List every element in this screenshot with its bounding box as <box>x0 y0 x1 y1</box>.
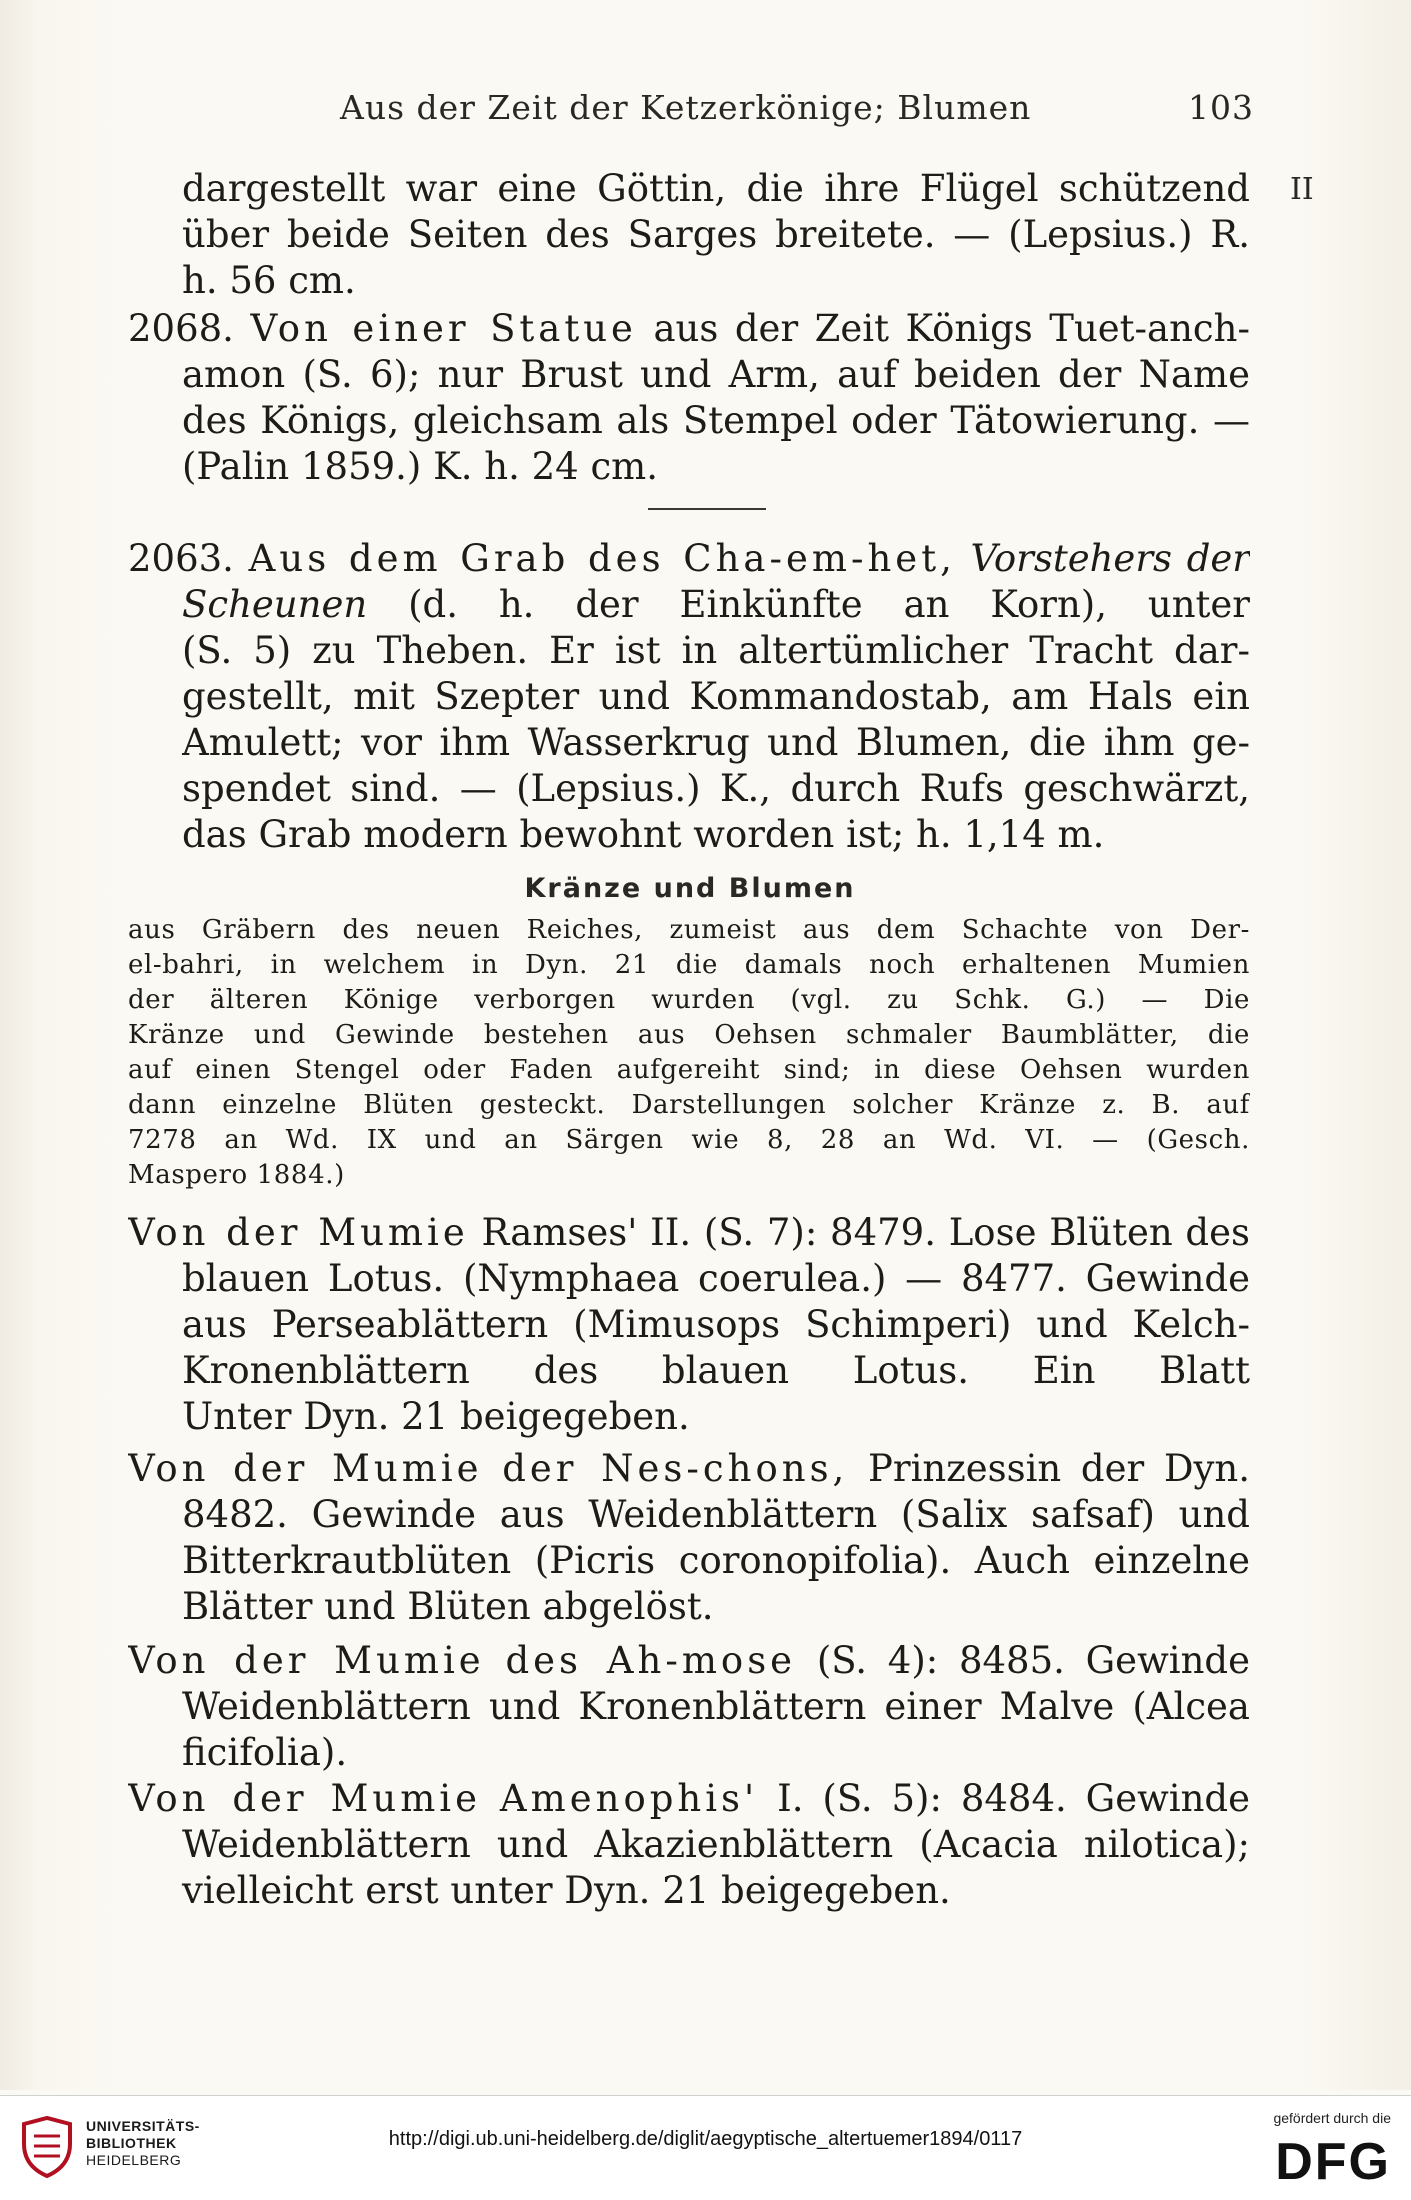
text-line <box>182 582 1250 628</box>
dfg-logo: DFG <box>1275 2133 1391 2191</box>
library-city: HEIDELBERG <box>86 2152 182 2168</box>
entry-lead: Von der Mumie <box>128 1211 469 1254</box>
permalink-url[interactable]: http://digi.ub.uni-heidelberg.de/diglit/aegyptische_altertuemer1894/0117 <box>388 2128 1023 2150</box>
text-line: Amulett; vor ihm Wasserkrug und Blumen, die ihm ge- <box>182 721 1250 764</box>
entry-first-line <box>128 1776 1250 1822</box>
entry-lead: Von der Mumie <box>128 1447 483 1490</box>
running-title: Aus der Zeit der Ketzerkönige; Blumen <box>340 88 1032 127</box>
entry-text: aus der Zeit Königs Tuet-anch- <box>636 307 1250 350</box>
page-number: 103 <box>1188 88 1254 127</box>
intro-line: der älteren Könige verborgen wurden (vgl. zu Schk. G.) — Die <box>128 985 1250 1015</box>
section-title: Kränze und Blumen <box>524 873 856 904</box>
intro-line: Kränze und Gewinde bestehen aus Oehsen schmaler Baumblätter, die <box>128 1020 1250 1050</box>
text-line: gestellt, mit Szepter und Kommandostab, am Hals ein <box>182 675 1250 718</box>
text-line: 8482. Gewinde aus Weidenblättern (Salix safsaf) und <box>182 1493 1250 1536</box>
intro-line: el-bahri, in welchem in Dyn. 21 die damals noch erhaltenen Mumien <box>128 950 1250 980</box>
text-line: dargestellt war eine Göttin, die ihre Flügel schützend <box>182 167 1250 210</box>
text-line: über beide Seiten des Sarges breitete. — (Lepsius.) R. <box>182 213 1250 256</box>
library-name-2: BIBLIOTHEK <box>86 2135 177 2151</box>
entry-first-line <box>128 536 1250 582</box>
entry-lead: Aus dem Grab des Cha-em-het, <box>248 537 956 580</box>
text-line: Weidenblättern und Akazienblättern (Acacia nilotica); <box>182 1823 1250 1866</box>
separator-rule <box>648 508 766 510</box>
entry-first-line <box>128 1210 1250 1256</box>
entry-lead: der Nes-chons, <box>502 1447 849 1490</box>
margin-room-number: II <box>1290 172 1314 207</box>
intro-line: aus Gräbern des neuen Reiches, zumeist aus dem Schachte von Der- <box>128 915 1250 945</box>
text-line: Kronenblättern des blauen Lotus. Ein Blatt <box>182 1349 1250 1392</box>
entry-text: I. (S. 5): 8484. Gewinde <box>777 1777 1250 1820</box>
entry-lead: Von der Mumie <box>128 1639 485 1682</box>
text-line: (Palin 1859.) K. h. 24 cm. <box>182 445 659 488</box>
entry-first-line <box>128 1638 1250 1684</box>
text-line: des Königs, gleichsam als Stempel oder Tätowierung. — <box>182 399 1250 442</box>
intro-line: 7278 an Wd. IX und an Särgen wie 8, 28 an Wd. VI. — (Gesch. <box>128 1125 1250 1155</box>
text-line: Unter Dyn. 21 beigegeben. <box>182 1395 690 1438</box>
funded-by-label: gefördert durch die <box>1273 2110 1391 2126</box>
text-line: Blätter und Blüten abgelöst. <box>182 1585 714 1628</box>
entry-text: Ramses' II. (S. 7): 8479. Lose Blüten des <box>468 1211 1250 1254</box>
text-line: ficifolia). <box>182 1731 348 1774</box>
text-line: blauen Lotus. (Nymphaea coerulea.) — 8477. Gewinde <box>182 1257 1250 1300</box>
text-line: das Grab modern bewohnt worden ist; h. 1,14 m. <box>182 813 1105 856</box>
text-line: Bitterkrautblüten (Picris coronopifolia). Auch einzelne <box>182 1539 1250 1582</box>
text-line: amon (S. 6); nur Brust und Arm, auf beiden der Name <box>182 353 1250 396</box>
entry-first-line <box>128 1446 1250 1492</box>
entry-first-line <box>128 306 1250 352</box>
entry-lead: des Ah-mose <box>505 1639 797 1682</box>
entry-text: (d. h. der Einkünfte an Korn), unter <box>408 583 1250 626</box>
entry-italic: Vorstehers der <box>970 537 1250 580</box>
entry-number: 2068. <box>128 307 234 350</box>
entry-lead: Von der Mumie <box>128 1777 482 1820</box>
library-name: UNIVERSITÄTS- <box>86 2118 200 2134</box>
intro-line: dann einzelne Blüten gesteckt. Darstellungen solcher Kränze z. B. auf <box>128 1090 1250 1120</box>
text-line: aus Perseablättern (Mimusops Schimperi) und Kelch- <box>182 1303 1250 1346</box>
viewer-footer <box>0 2095 1411 2200</box>
entry-text: Prinzessin der Dyn. <box>867 1447 1250 1490</box>
intro-line: Maspero 1884.) <box>128 1160 345 1190</box>
intro-line: auf einen Stengel oder Faden aufgereiht sind; in diese Oehsen wurden <box>128 1055 1250 1085</box>
text-line: Weidenblättern und Kronenblättern einer Malve (Alcea <box>182 1685 1250 1728</box>
text-line: vielleicht erst unter Dyn. 21 beigegeben. <box>182 1869 951 1912</box>
text-line: spendet sind. — (Lepsius.) K., durch Rufs geschwärzt, <box>182 767 1250 810</box>
text-line: h. 56 cm. <box>182 259 356 302</box>
entry-lead: Amenophis' <box>499 1777 759 1820</box>
text-line: (S. 5) zu Theben. Er ist in altertümlicher Tracht dar- <box>182 629 1250 672</box>
entry-text: (S. 4): 8485. Gewinde <box>816 1639 1250 1682</box>
entry-italic: Scheunen <box>182 583 368 626</box>
entry-number: 2063. <box>128 537 234 580</box>
entry-lead: Von einer Statue <box>250 307 637 350</box>
